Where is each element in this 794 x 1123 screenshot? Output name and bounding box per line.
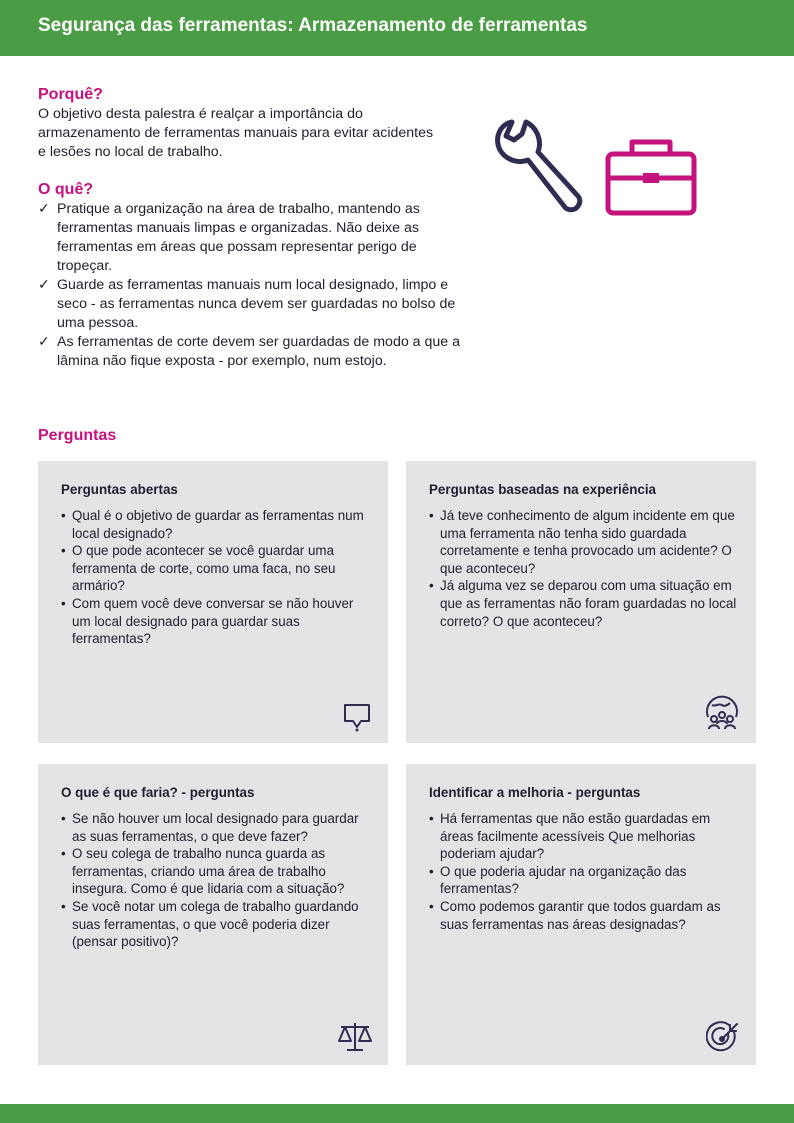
why-body: O objetivo desta palestra é realçar a importância do armazenamento de ferramentas manuais para evitar acidentes e lesões no local de trabalho. [38, 106, 434, 160]
what-item [38, 333, 468, 371]
card-title: Perguntas abertas [61, 482, 178, 497]
bullet: • [429, 898, 434, 914]
question-card-open [38, 461, 388, 743]
list-item [429, 863, 739, 898]
scales-icon [336, 1019, 374, 1055]
question-text: Já teve conhecimento de algum incidente em que uma ferramenta não tenha sido guardada corretamente e tenha provocado um acidente? O que aconteceu? [440, 508, 735, 576]
speech-bubble-icon [340, 699, 374, 733]
target-icon [706, 1019, 742, 1055]
check-icon: ✓ [38, 277, 50, 293]
why-heading: Porquê? [38, 86, 103, 103]
list-item [429, 577, 739, 630]
question-text: Com quem você deve conversar se não houver um local designado para guardar suas ferramentas? [72, 595, 354, 647]
question-text: Se você notar um colega de trabalho guardando suas ferramentas, o que você poderia dizer (pensar positivo)? [72, 898, 359, 950]
check-icon: ✓ [38, 334, 50, 350]
bullet: • [61, 846, 66, 862]
question-text: Se não houver um local designado para guardar as suas ferramentas, o que deve fazer? [72, 811, 359, 844]
footer-bar [0, 1104, 794, 1123]
bullet: • [61, 811, 66, 826]
bullet: • [429, 508, 434, 523]
question-text: Já alguma vez se deparou com uma situação em que as ferramentas não foram guardadas no local correto? O que aconteceu? [440, 578, 737, 629]
question-text: O que pode acontecer se você guardar uma ferramenta de corte, como uma faca, no seu armário? [72, 543, 336, 594]
card-question-list [429, 810, 739, 933]
question-card-improvement [406, 764, 756, 1065]
bullet: • [61, 543, 66, 559]
list-item [61, 845, 371, 898]
bullet: • [429, 811, 434, 826]
what-item-text: Pratique a organização na área de trabalho, mantendo as ferramentas manuais limpas e organizadas. Não deixe as ferramentas em áreas que possam representar perigo de tropeçar. [57, 201, 420, 274]
card-title: Perguntas baseadas na experiência [429, 482, 657, 497]
wrench-icon [498, 122, 580, 210]
toolbox-icon [608, 142, 694, 213]
list-item [429, 898, 739, 933]
what-item-text: As ferramentas de corte devem ser guardadas de modo a que a lâmina não fique exposta - por exemplo, num estojo. [57, 334, 460, 369]
card-title: Identificar a melhoria - perguntas [429, 785, 641, 800]
question-text: O seu colega de trabalho nunca guarda as ferramentas, criando uma área de trabalho insegura. Como é que lidaria com a situação? [72, 846, 345, 897]
tools-illustration [486, 110, 698, 225]
card-question-list [429, 507, 739, 630]
question-card-what-would-you-do [38, 764, 388, 1065]
what-item-text: Guarde as ferramentas manuais num local designado, limpo e seco - as ferramentas nunca devem ser guardadas no bolso de uma pessoa. [57, 277, 456, 331]
card-title: O que é que faria? - perguntas [61, 785, 255, 800]
question-card-experience [406, 461, 756, 743]
list-item [61, 898, 371, 951]
header-bar [0, 0, 794, 56]
question-text: Qual é o objetivo de guardar as ferramentas num local designado? [72, 508, 364, 541]
wrench-toolbox-graphic [486, 110, 698, 220]
question-text: Há ferramentas que não estão guardadas em áreas facilmente acessíveis Que melhorias poderiam ajudar? [440, 811, 711, 862]
what-item [38, 200, 468, 276]
what-item [38, 276, 468, 333]
question-text: O que poderia ajudar na organização das ferramentas? [440, 863, 687, 897]
list-item [429, 507, 739, 577]
list-item [61, 810, 371, 845]
bullet: • [429, 863, 434, 879]
questions-heading: Perguntas [38, 427, 117, 444]
bullet: • [61, 898, 66, 914]
what-heading: O quê? [38, 181, 94, 198]
bullet: • [61, 508, 66, 523]
list-item [61, 542, 371, 595]
bullet: • [429, 578, 434, 594]
page-title: Segurança das ferramentas: Armazenamento de ferramentas [38, 15, 588, 36]
card-question-list [61, 810, 371, 951]
list-item [429, 810, 739, 863]
card-question-list [61, 507, 371, 648]
check-icon: ✓ [38, 201, 50, 217]
question-text: Como podemos garantir que todos guardam as suas ferramentas nas áreas designadas? [440, 898, 721, 932]
list-item [61, 595, 371, 648]
what-list [38, 200, 468, 371]
globe-people-icon [702, 693, 742, 733]
list-item [61, 507, 371, 542]
bullet: • [61, 595, 66, 611]
